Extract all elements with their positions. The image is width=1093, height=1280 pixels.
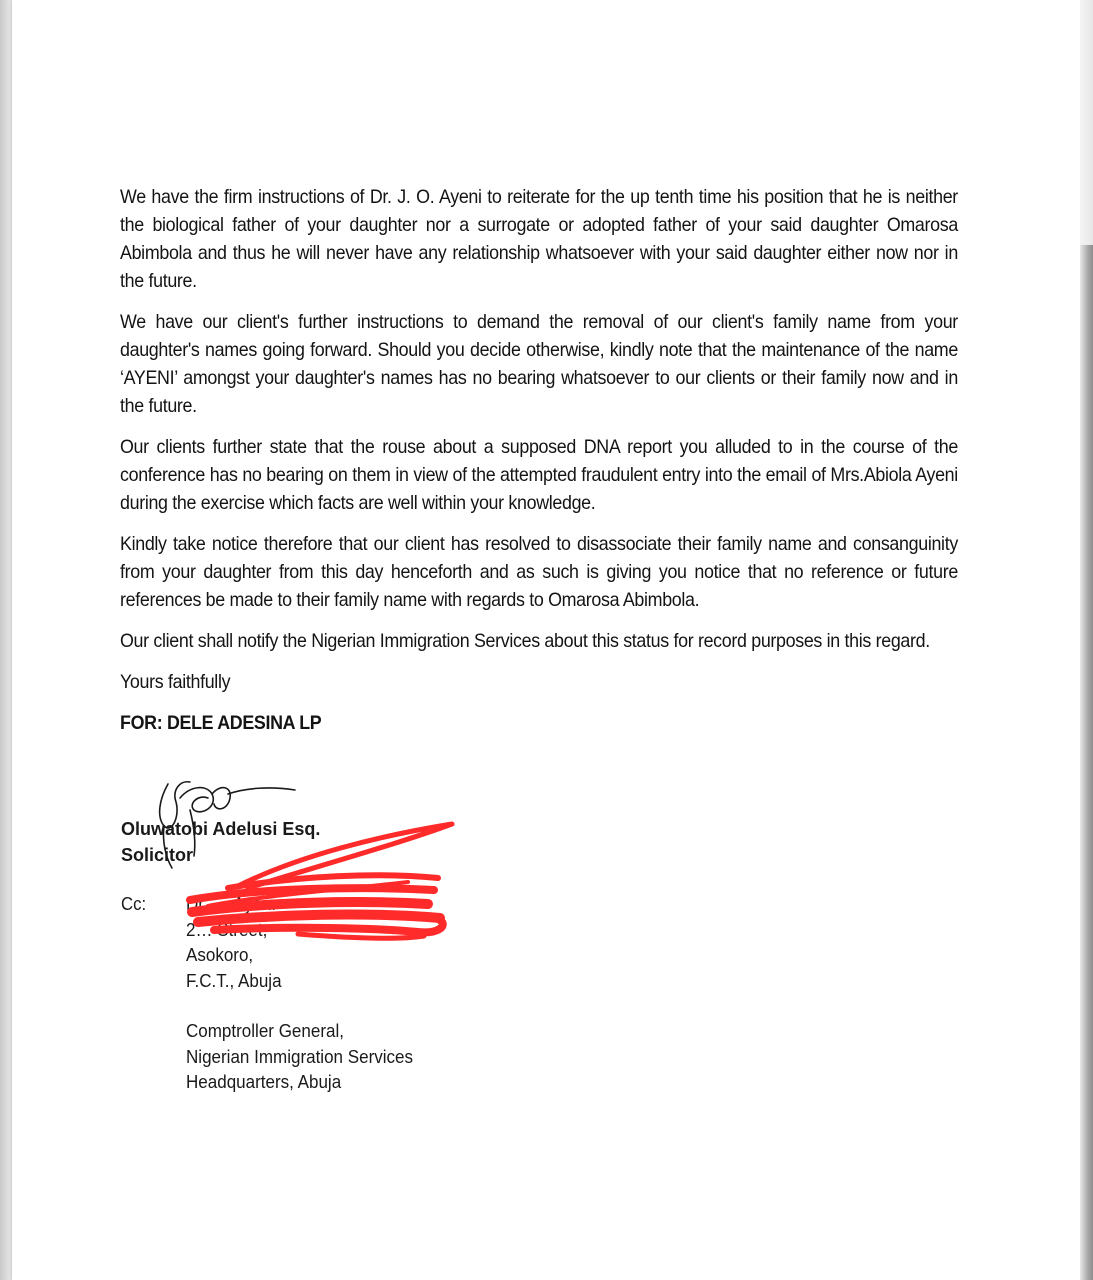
paragraph-4: Kindly take notice therefore that our client has resolved to disassociate their family name and consanguinity from your daughter from this day henceforth and as such is giving you notice that no reference or future references be made to their family name with regards to Omarosa Abimbola. <box>120 534 958 611</box>
cc-recipient2-line1: Comptroller General, <box>186 1020 344 1041</box>
red-redaction-scribble <box>178 816 478 946</box>
cc-spacer <box>186 993 413 1018</box>
paragraph-3: Our clients further state that the rouse about a supposed DNA report you alluded to in the course of the conference has no bearing on them in view of the attempted fraudulent entry into the email of Mrs.Abiola Ayeni during the exercise which facts are well within your knowledge. <box>120 437 958 514</box>
cc-recipient1-line3: Asokoro, <box>186 944 254 965</box>
cc-recipient1-line1: Dr. … Ayeni <box>186 893 276 914</box>
right-page-edge-top <box>1080 0 1093 245</box>
cc-recipient1-line2: 2… Street, <box>186 918 268 940</box>
cc-recipient1-line4: F.C.T., Abuja <box>186 969 282 991</box>
paragraph-5: Our client shall notify the Nigerian Immigration Services about this status for record purposes in this regard. <box>120 631 930 652</box>
firm-name: FOR: DELE ADESINA LP <box>120 713 322 734</box>
cc-recipient2-line2: Nigerian Immigration Services <box>186 1045 414 1067</box>
left-page-edge <box>0 0 12 1280</box>
letter-body <box>120 184 958 738</box>
cc-label: Cc: <box>121 894 147 914</box>
paragraph-1: We have the firm instructions of Dr. J. O. Ayeni to reiterate for the up tenth time his position that he is neither the biological father of your daughter nor a surrogate or adopted father of your said daughter Omarosa Abimbola and thus he will never have any relationship whatsoever with your said daughter either now nor in the future. <box>120 187 958 292</box>
cc-recipient2-line3: Headquarters, Abuja <box>186 1071 342 1092</box>
paragraph-2: We have our client's further instructions to demand the removal of our client's family name from your daughter's names going forward. Should you decide otherwise, kindly note that the maintenance of the name ‘AYENI’ amongst your daughter's names has no bearing whatsoever to our clients or their family now and in the future. <box>120 312 958 417</box>
signatory-title: Solicitor <box>121 845 194 865</box>
closing: Yours faithfully <box>120 672 231 693</box>
signatory-name: Oluwatobi Adelusi Esq. <box>121 819 321 839</box>
